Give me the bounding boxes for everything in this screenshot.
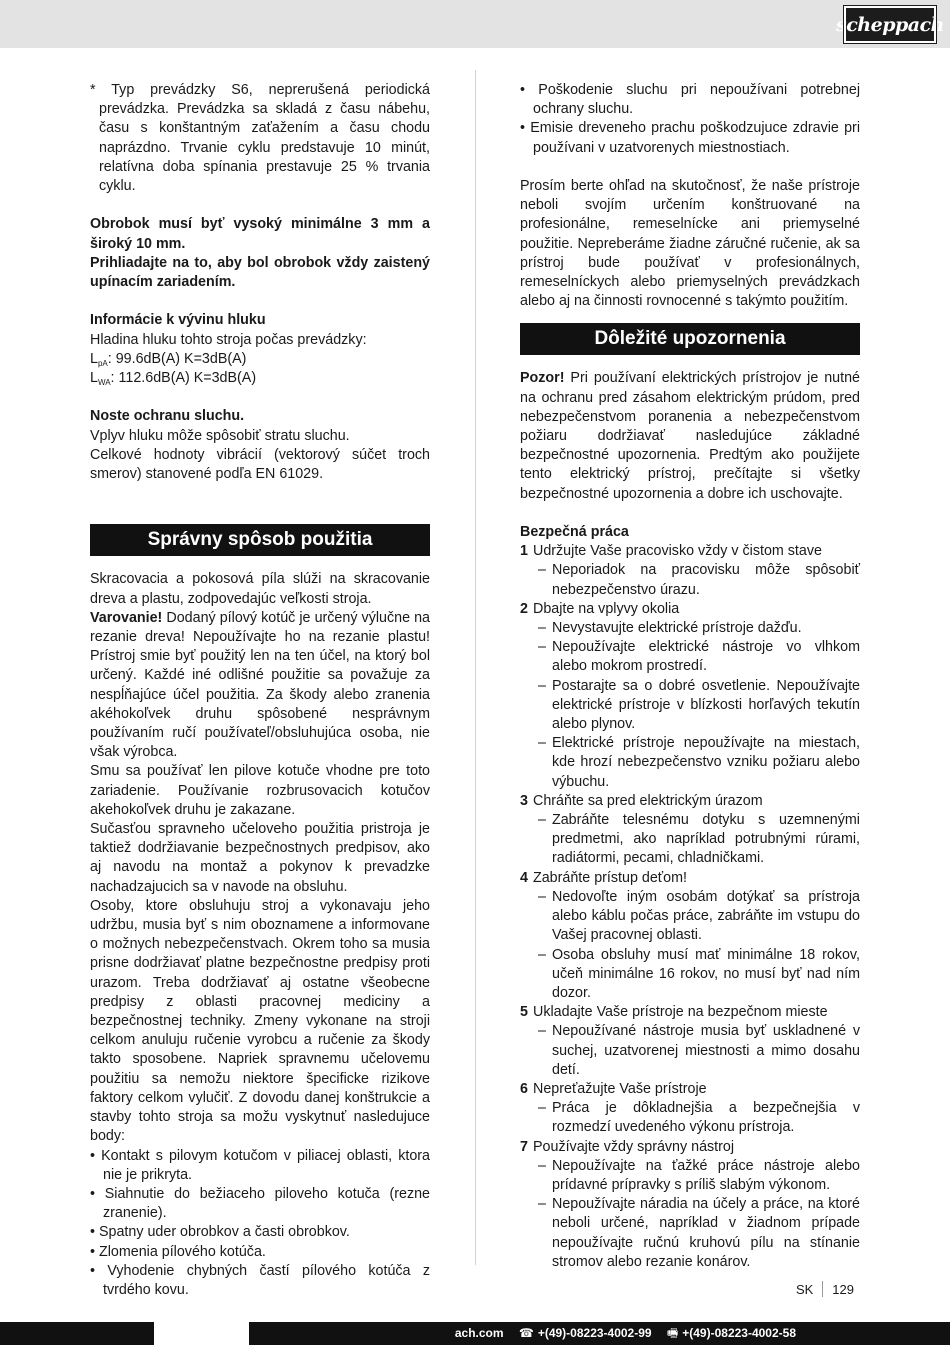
safety-subitem: – Postarajte sa o dobré osvetlenie. Nepoužívajte elektrické prístroje v blízkosti horľavých tekutín alebo plynov. (538, 677, 860, 733)
risk-bullet: • Zlomenia pílového kotúča. (90, 1243, 266, 1260)
safety-item: 6 Nepreťažujte Vaše prístroje (520, 1080, 707, 1097)
use-intro: Skracovacia a pokosová píla slúži na skracovanie dreva a plastu, zodpovedajúc veľkosti stroja. (90, 571, 430, 607)
phone-number: +(49)-08223-4002-99 (537, 1326, 652, 1340)
hearing-protection-text: Vplyv hluku môže spôsobiť stratu sluchu. (90, 427, 350, 444)
safety-item: 1 Udržujte Vaše pracovisko vždy v čistom stave (520, 543, 822, 560)
safety-subitem: – Osoba obsluhy musí mať minimálne 18 rokov, učeň minimálne 16 rokov, no musí byť nad ním dozor. (538, 946, 860, 1001)
use-warning: Varovanie! Dodaný pílový kotúč je určený výlučne na rezanie dreva! Nepoužívajte ho na rezanie plastu! Prístroj smie byť použitý len na ten účel, na ktorý bol určený. Každé iné odlišné použitie sa považuje za nespĺňajúce účel použitia. Za škody alebo zranenia akéhokoľvek druhu spôsobené nesprávnym používaním ručí používateľ/obsluhujúca osoba, nie však výrobca. (90, 609, 430, 761)
risk-bullet: • Emisie dreveneho prachu poškodzujuce zdravie pri používani v uzatvorenych miestnostiach. (520, 120, 860, 156)
right-column (520, 81, 860, 1272)
use-safety-rules: Sučasťou spravneho učeloveho použitia pristroja je taktiež dodržiavanie bezpečnostnych predpisov, ako aj navodu na montaž a pokynov k prevadzke nachadzajucich sa v navode na obsluhu. (90, 821, 430, 895)
contact-info (455, 1322, 796, 1345)
safety-subitem: – Nepoužívajte náradia na účely a práce, na ktoré neboli určené, napríklad v žiadnom prípade nepoužívajte ručnú kruhovú pílu na stínanie stromov alebo rezanie konárov. (538, 1196, 860, 1270)
safety-item: 5 Ukladajte Vaše prístroje na bezpečnom mieste (520, 1004, 828, 1021)
language-code: SK (795, 1281, 814, 1297)
risk-bullet: • Siahnutie do bežiaceho piloveho kotuča (rezne zranenie). (90, 1185, 431, 1222)
safety-item: 4 Zabráňte prístup deťom! (520, 869, 687, 886)
risk-bullet: • Poškodenie sluchu pri nepoužívani potrebnej ochrany sluchu. (520, 82, 860, 118)
risk-bullet: • Kontakt s pilovym kotučom v piliacej oblasti, ktora nie je prikryta. (90, 1147, 430, 1183)
safety-subitem: – Nedovoľte iným osobám dotýkať sa prístroja alebo káblu počas práce, zabráňte im vstupu do Vašej pracovnej oblasti. (538, 888, 860, 944)
hearing-protection-title: Noste ochranu sluchu. (90, 408, 245, 425)
safety-subitem: – Nepoužívajte elektrické nástroje vo vlhkom alebo mokrom prostredí. (538, 639, 860, 675)
noise-lwa: $L_{WA}$: 112.6dB(A) K=3dB(A) (90, 370, 257, 388)
noise-info-title: Informácie k vývinu hluku (90, 312, 266, 329)
fax-number: +(49)-08223-4002-58 (682, 1326, 796, 1340)
risk-bullet: • Vyhodenie chybných častí pílového kotúča z tvrdého kovu. (90, 1262, 430, 1298)
attention-text: Pozor! Pri používaní elektrických prístrojov je nutné na ochranu pred zásahom elektrickým prúdom, pred nebezpečenstvom poranenia a nebezpečenstvom požiaru dodržiavať nasledujúce základné bezpečnostné upozornenia. Predtým ako použijete tento elektrický prístroj, prečítajte si všetky bezpečnostné upozornenia a dobre ich uschovajte. (520, 370, 860, 502)
safety-subitem: – Elektrické prístroje nepoužívajte na miestach, kde hrozí nebezpečenstvo vzniku požiaru alebo výbuchu. (538, 735, 860, 790)
fax-icon: 🖷 (666, 1326, 679, 1340)
safety-subitem: – Nepoužívajte na ťažké práce nástroje alebo prídavné prípravky s príliš slabým výkonom. (538, 1157, 860, 1193)
safety-item: 3 Chráňte sa pred elektrickým úrazom (520, 792, 763, 809)
left-column (90, 81, 430, 1300)
website-text: ach.com (454, 1326, 504, 1340)
safe-work-title: Bezpečná práca (520, 524, 629, 541)
section-title-proper-use: Správny spôsob použitia (90, 524, 430, 556)
use-operators: Osoby, ktore obsluhuju stroj a vykonavaju jeho udržbu, musia byť s nim oboznamene a informovane o možnych nebezpečenstvach. Okrem toho sa musia prisne dodržiavať platne bezpečnostne predpisy proti urazom. Treba dodržiavať aj ostatne všeobecne predpisy z oblasti pracovnej mediciny a bezpečnostnej techniky. Zmeny vykonane na stroji celkom anuluju ručenie vyrobcu a ručenie za škody takto sposobene. Napriek spravnemu učelovemu použitiu sa nemožu niektore špecificke rizikove faktory celkom vylučiť. Z dovodu danej konštrukcie a stavby tohto stroja sa možu vyskytnuť nasledujuce body: (90, 897, 430, 1145)
safety-subitem: – Práca je dôkladnejšia a bezpečnejšia v rozmedzí uvedeného výkonu prístroja. (538, 1100, 860, 1136)
column-divider (475, 70, 476, 1265)
noise-info-intro: Hladina hluku tohto stroja počas prevádzky: (90, 331, 367, 348)
footer-divider (822, 1281, 823, 1297)
use-blades: Smu sa používať len pilove kotuče vhodne pre toto zariadenie. Používanie rozbrusovacich kotučov akehokoľvek druhu je zakazane. (90, 763, 430, 818)
contact-bar-gap (154, 1322, 249, 1345)
safety-subitem: – Nevystavujte elektrické prístroje dažďu. (538, 620, 802, 637)
safety-subitem: – Nepoužívané nástroje musia byť uskladnené v suchej, uzatvorenej miestnosti a mimo dosahu detí. (538, 1023, 860, 1078)
operation-note: * Typ prevádzky S6, neprerušená periodická prevádzka. Prevádzka sa skladá z času nábehu, času s konštantným zaťažením a času chodu naprázdno. Trvanie cyklu predstavuje 10 minút, relatívna doba spínania prestavuje 25 % trvania cyklu. (90, 82, 430, 195)
brand-logo-text: scheppach (836, 13, 944, 36)
workpiece-size-note: Obrobok musí byť vysoký minimálne 3 mm a široký 10 mm. (90, 216, 430, 252)
phone-icon: ☎ (518, 1326, 534, 1340)
section-title-important-notes: Dôležité upozornenia (520, 323, 860, 355)
brand-logo (836, 6, 944, 43)
safety-item: 7 Používajte vždy správny nástroj (520, 1138, 735, 1155)
workpiece-clamp-note: Prihliadajte na to, aby bol obrobok vždy zaistený upínacím zariadením. (90, 254, 430, 291)
header-bar (0, 0, 950, 48)
vibration-text: Celkové hodnoty vibrácií (vektorový súčet troch smerov) stanovené podľa EN 61029. (90, 446, 430, 483)
safety-subitem: – Zabráňte telesnému dotyku s uzemnenými predmetmi, ako napríklad potrubnými rúrami, radiátormi, pecami, chladničkami. (538, 812, 860, 867)
noise-lpa: $L_{pA}$: 99.6dB(A) K=3dB(A) (90, 350, 247, 368)
page-number: 129 (832, 1281, 854, 1297)
safety-subitem: – Neporiadok na pracovisku môže spôsobiť nebezpečenstvo úrazu. (538, 562, 860, 598)
professional-use-note: Prosím berte ohľad na skutočnosť, že naše prístroje neboli svojím určením konštruované na profesionálne, remeselnícke ani priemyselné použitie. Nepreberáme žiadne záručné ručenie, ak sa prístroj bude používať v profesionálnych, remeselníckych alebo priemyselných prevádzkach alebo aj na činnosti rovnocenné s takýmto použitím. (520, 178, 860, 310)
page-footer (796, 1281, 854, 1297)
safety-item: 2 Dbajte na vplyvy okolia (520, 600, 680, 617)
contact-bar (0, 1322, 950, 1345)
risk-bullet: • Spatny uder obrobkov a časti obrobkov. (90, 1224, 350, 1241)
